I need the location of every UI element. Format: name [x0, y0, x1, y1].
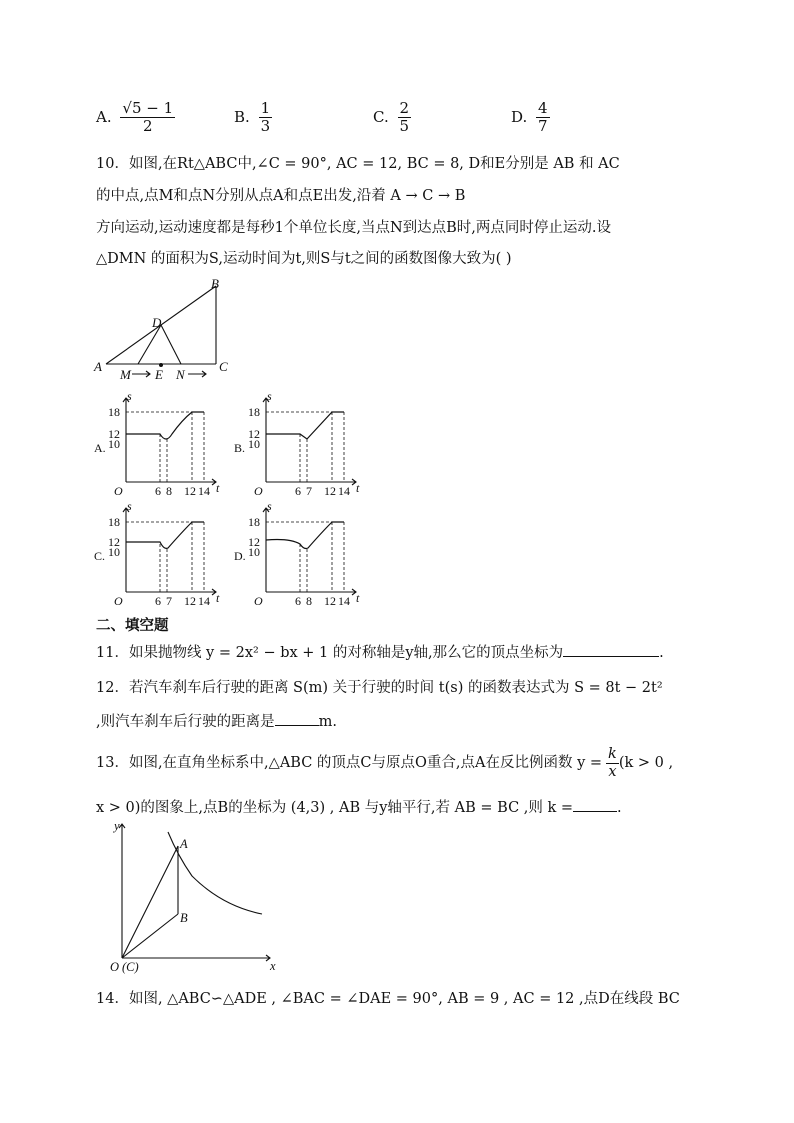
svg-text:10: 10	[248, 437, 260, 451]
section-title: 二、填空题	[96, 618, 169, 634]
svg-text:12: 12	[248, 427, 260, 441]
option-c-label: C.	[373, 107, 389, 126]
label-x: x	[270, 959, 276, 973]
graph-a	[92, 392, 232, 496]
svg-text:O: O	[254, 594, 263, 606]
q10-line-2: 的中点,点M和点N分别从点A和点E出发,沿着 A → C → B	[96, 188, 466, 204]
graph-b	[232, 392, 372, 496]
svg-text:12: 12	[248, 535, 260, 549]
option-a-fraction: $\frac{√5 - 1}{2}$	[122, 99, 174, 136]
option-b-label: B.	[234, 107, 250, 126]
label-a: A	[94, 359, 102, 374]
option-b	[234, 100, 272, 136]
svg-text:6: 6	[295, 594, 301, 606]
q11-line: 11．如果抛物线 y = 2x² − bx + 1 的对称轴是y轴,那么它的顶点坐标为 .	[96, 641, 664, 662]
svg-text:10: 10	[108, 437, 120, 451]
graph-c-option: C.	[94, 549, 106, 563]
svg-text:12: 12	[108, 427, 120, 441]
label-origin: O	[110, 960, 120, 974]
svg-text:s: s	[267, 502, 272, 513]
option-d-fraction: $\frac{4}{7}$	[538, 99, 548, 136]
graph-b-option: B.	[234, 441, 246, 455]
label-point-a: A	[180, 837, 188, 851]
svg-text:12: 12	[184, 594, 196, 606]
option-d	[511, 100, 550, 136]
segment-dn	[161, 325, 181, 364]
option-c-fraction: $\frac{2}{5}$	[399, 99, 410, 136]
option-d-label: D.	[511, 107, 528, 126]
label-y: y	[114, 819, 120, 833]
svg-text:12: 12	[324, 484, 336, 496]
label-m: M	[120, 367, 131, 382]
svg-text:t: t	[216, 591, 220, 605]
svg-text:12: 12	[108, 535, 120, 549]
label-b: B	[211, 276, 219, 291]
label-d: D	[152, 315, 162, 330]
svg-text:t: t	[216, 481, 220, 495]
svg-text:7: 7	[166, 594, 172, 606]
q11-answer-blank[interactable]	[563, 642, 659, 658]
q11-text: 11．如果抛物线 y = 2x² − bx + 1 的对称轴是y轴,那么它的顶点坐标为	[96, 645, 564, 661]
svg-text:6: 6	[155, 594, 161, 606]
svg-text:14: 14	[198, 484, 210, 496]
option-c	[373, 100, 411, 136]
label-point-c: (C)	[122, 960, 139, 974]
svg-text:s: s	[267, 392, 272, 403]
q13-line-2: x > 0)的图象上,点B的坐标为 (4,3) , AB 与y轴平行,若 AB = BC ,则 k = .	[96, 796, 622, 817]
svg-text:12: 12	[324, 594, 336, 606]
q10-line-3: 方向运动,运动速度都是每秒1个单位长度,当点N到达点B时,两点同时停止运动.设	[96, 220, 612, 236]
q12-answer-blank[interactable]	[275, 711, 319, 727]
svg-text:O: O	[114, 484, 123, 496]
q10-line-4: △DMN 的面积为S,运动时间为t,则S与t之间的函数图像大致为( )	[96, 251, 512, 267]
svg-text:7: 7	[306, 484, 312, 496]
svg-text:18: 18	[108, 405, 120, 419]
svg-text:10: 10	[108, 545, 120, 559]
q13-answer-blank[interactable]	[573, 797, 617, 813]
hyperbola-figure	[92, 816, 292, 976]
svg-text:18: 18	[108, 515, 120, 529]
q12-line-1: 12．若汽车刹车后行驶的距离 S(m) 关于行驶的时间 t(s) 的函数表达式为 S = 8t − 2t²	[96, 680, 663, 696]
svg-text:18: 18	[248, 515, 260, 529]
q13-line-1: 13．如图,在直角坐标系中,△ABC 的顶点C与原点O重合,点A在反比例函数 y = $\frac{k}{x}$ (k > 0 ,	[96, 746, 674, 780]
svg-text:18: 18	[248, 405, 260, 419]
svg-text:O: O	[114, 594, 123, 606]
graph-d	[232, 502, 372, 606]
svg-text:t: t	[356, 481, 360, 495]
svg-text:t: t	[356, 591, 360, 605]
svg-text:14: 14	[338, 484, 350, 496]
option-a	[96, 100, 175, 136]
svg-text:14: 14	[198, 594, 210, 606]
q12-line-2: ,则汽车刹车后行驶的距离是 m.	[96, 710, 337, 731]
svg-text:s: s	[127, 392, 132, 403]
option-a-label: A.	[96, 107, 112, 126]
graph-c	[92, 502, 232, 606]
q13-fraction: $\frac{k}{x}$	[608, 746, 617, 780]
segment-dm	[138, 325, 161, 364]
svg-text:6: 6	[295, 484, 301, 496]
q10-line-1: 10．如图,在Rt△ABC中,∠C = 90°, AC = 12, BC = 8, D和E分别是 AB 和 AC	[96, 156, 620, 172]
segment-ca	[122, 846, 178, 958]
svg-text:s: s	[127, 502, 132, 513]
svg-text:8: 8	[306, 594, 312, 606]
svg-text:10: 10	[248, 545, 260, 559]
svg-text:12: 12	[184, 484, 196, 496]
label-e: E	[155, 367, 163, 382]
q14-line-1: 14．如图, △ABC∽△ADE , ∠BAC = ∠DAE = 90°, AB = 9 , AC = 12 ,点D在线段 BC	[96, 991, 680, 1007]
graph-d-option: D.	[234, 549, 246, 563]
svg-text:6: 6	[155, 484, 161, 496]
label-c: C	[219, 359, 228, 374]
graph-a-option: A.	[94, 441, 106, 455]
svg-text:O: O	[254, 484, 263, 496]
svg-text:8: 8	[166, 484, 172, 496]
svg-text:14: 14	[338, 594, 350, 606]
label-point-b: B	[180, 911, 188, 925]
option-b-fraction: $\frac{1}{3}$	[260, 99, 271, 136]
label-n: N	[176, 367, 185, 382]
triangle-figure	[92, 276, 242, 386]
segment-cb	[122, 914, 178, 958]
